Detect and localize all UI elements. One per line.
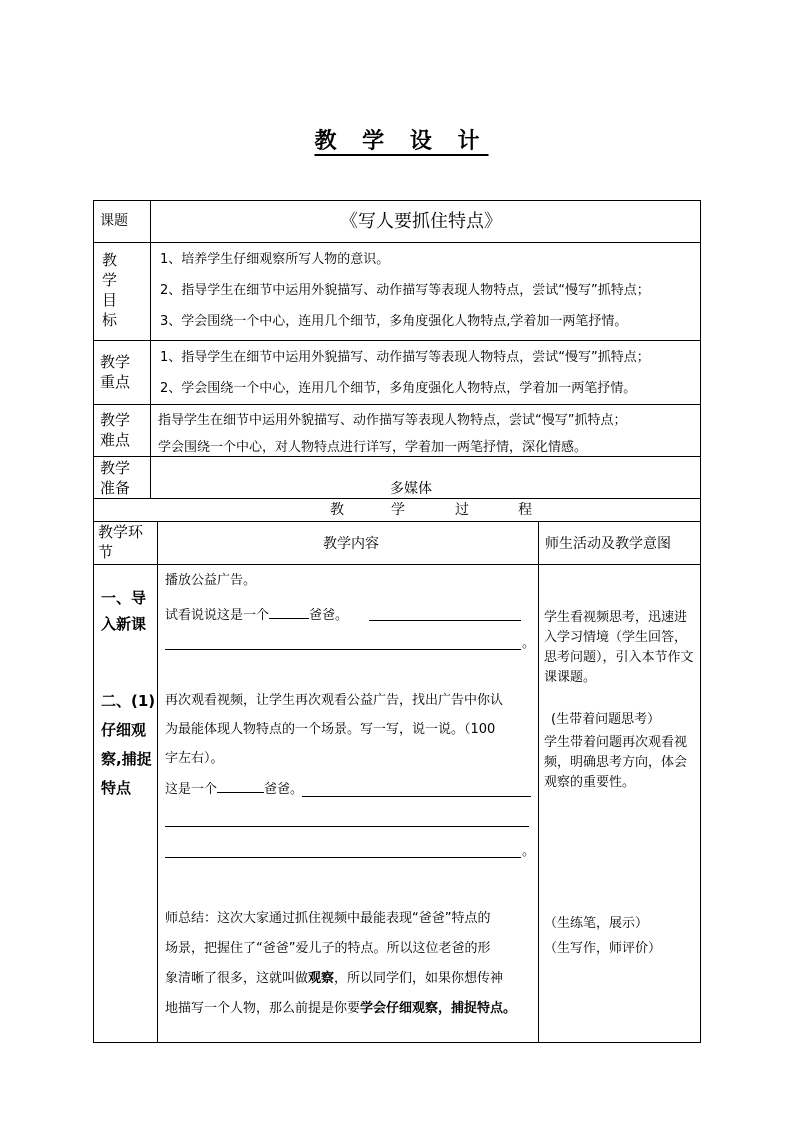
row-divider — [93, 242, 701, 243]
topic-label: 课题 — [100, 213, 128, 229]
row-divider — [93, 404, 701, 405]
activity-note: 学生看视频思考，迅速进入学习情境（学生回答，思考问题），引入本节作文课课题。 — [544, 610, 694, 685]
goal-item: 2、指导学生在细节中运用外貌描写、动作描写等表现人物特点，尝试“慢写”抓特点； — [160, 283, 650, 298]
lesson-topic: 《写人要抓住特点》 — [340, 211, 502, 232]
stage1-line: 播放公益广告。 — [165, 573, 257, 588]
answer-line — [302, 796, 531, 797]
page-title: 教 学 设 计 — [314, 128, 489, 154]
answer-line — [369, 620, 521, 621]
row-divider — [93, 521, 701, 522]
activity-note: 学生带着问题再次观看视频，明确思考方向，体会观察的重要性。 — [544, 735, 688, 790]
answer-line — [165, 649, 521, 650]
answer-line — [165, 857, 521, 858]
content-column-header: 教学内容 — [323, 536, 379, 552]
goal-item: 1、培养学生仔细观察所写人物的意识。 — [160, 252, 390, 267]
teacher-summary: 师总结：这次大家通过抓住视频中最能表现“爸爸”特点的 场景，把握住了“爸爸”爱儿子的特点。所以这位老爸的形 象清晰了很多，这就叫做观察，所以同学们，如果你想传神 地描写一个人物，那么前提是你要学会仔细观察，捕捉特点。 — [165, 911, 517, 1016]
stage2-fill-line: 这是一个 爸爸。 — [165, 782, 304, 797]
answer-line — [165, 826, 529, 827]
activity-column-header: 师生活动及教学意图 — [545, 536, 671, 552]
stage2-label: 二、(1) 仔细观 察,捕捉 特点 — [101, 692, 156, 797]
line-end: 。 — [522, 636, 536, 651]
goals-label: 教 学 目 标 — [102, 251, 118, 329]
stage2-paragraph: 再次观看视频，让学生再次观看公益广告，找出广告中你认 为最能体现人物特点的一个场景。写一写，说一说。（100 字左右）。 — [165, 693, 504, 766]
activity-note: (生带着问题思考） — [551, 712, 661, 727]
activity-note: （生练笔，展示） — [544, 916, 649, 931]
goal-item: 3、学会围绕一个中心，连用几个细节，多角度强化人物特点,学着加一两笔抒情。 — [160, 314, 628, 329]
column-divider — [157, 521, 158, 1043]
difficulty-item: 指导学生在细节中运用外貌描写、动作描写等表现人物特点，尝试“慢写”抓特点； — [158, 413, 627, 428]
key-points-label: 教学 重点 — [100, 353, 131, 391]
column-divider — [150, 200, 151, 498]
line-end: 。 — [522, 844, 536, 859]
row-divider — [93, 564, 701, 565]
preparation-value: 多媒体 — [390, 481, 432, 497]
row-divider — [93, 456, 701, 457]
column-divider — [538, 521, 539, 1043]
stage1-fill-line: 试看说说这是一个 爸爸。 — [165, 608, 349, 623]
key-point-item: 2、学会围绕一个中心，连用几个细节，多角度强化人物特点，学着加一两笔抒情。 — [160, 381, 637, 396]
activity-note: （生写作，师评价） — [544, 941, 662, 956]
row-divider — [93, 340, 701, 341]
key-point-item: 1、指导学生在细节中运用外貌描写、动作描写等表现人物特点，尝试“慢写”抓特点； — [160, 350, 650, 365]
stage-column-header: 教学环 节 — [98, 523, 144, 561]
stage1-label: 一、导 入新课 — [101, 589, 147, 633]
row-divider — [93, 498, 701, 499]
preparation-label: 教学 准备 — [100, 459, 131, 497]
difficulty-item: 学会围绕一个中心，对人物特点进行详写，学着加一两笔抒情，深化情感。 — [158, 440, 588, 455]
difficulties-label: 教学 难点 — [100, 411, 131, 449]
